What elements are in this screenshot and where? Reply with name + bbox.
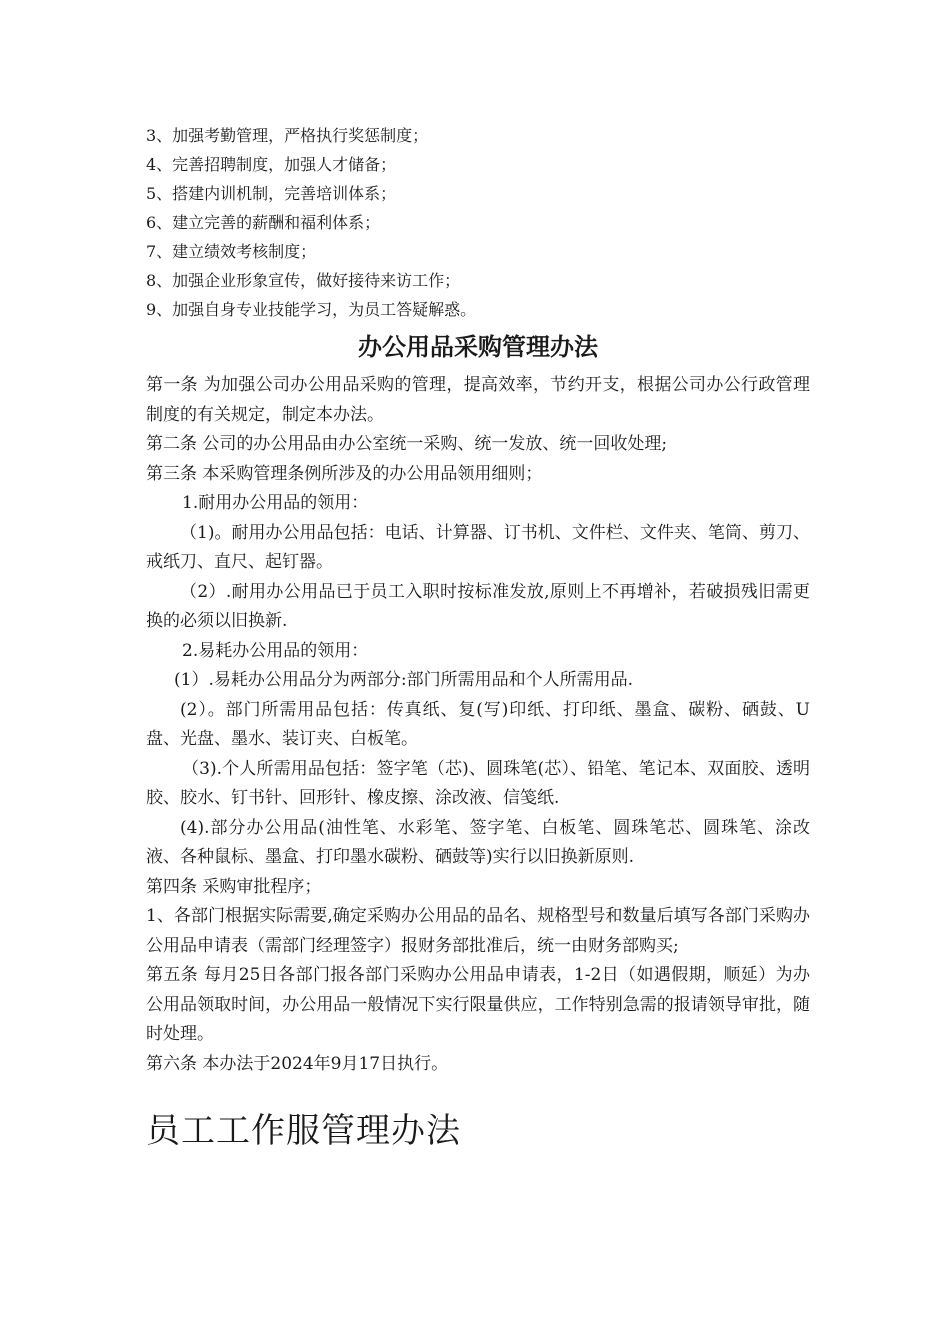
subheading-durable: 1.耐用办公用品的领用： bbox=[182, 493, 369, 513]
article-4: 第四条 采购审批程序； bbox=[146, 876, 322, 897]
list-item: 4、完善招聘制度，加强人才储备； bbox=[146, 155, 397, 174]
article-3: 第三条 本采购管理条例所涉及的办公用品领用细则； bbox=[146, 463, 543, 484]
document-page bbox=[146, 121, 810, 1153]
durable-item-2: （2）.耐用办公用品已于员工入职时按标准发放,原则上不再增补，若破损残旧需更换的必须以旧换新. bbox=[146, 581, 810, 631]
section-heading-uniform: 员工工作服管理办法 bbox=[146, 1111, 461, 1151]
goals-list bbox=[146, 121, 810, 324]
article-6: 第六条 本办法于2024年9月17日执行。 bbox=[146, 1053, 449, 1074]
article-1: 第一条 为加强公司办公用品采购的管理，提高效率，节约开支，根据公司办公行政管理制度的有关规定，制定本办法。 bbox=[146, 375, 810, 425]
article-4-item-1: 1、各部门根据实际需要,确定采购办公用品的品名、规格型号和数量后填写各部门采购办公用品申请表（需部门经理签字）报财务部批准后，统一由财务部购买; bbox=[146, 906, 810, 956]
durable-item-1: （1)。耐用办公用品包括：电话、计算器、订书机、文件栏、文件夹、笔筒、剪刀、戒纸刀、直尺、起钉器。 bbox=[146, 522, 810, 572]
article-5: 第五条 每月25日各部门报各部门采购办公用品申请表，1-2日（如遇假期，顺延）为办公用品领取时间，办公用品一般情况下实行限量供应，工作特别急需的报请领导审批，随时处理。 bbox=[146, 965, 810, 1044]
consumable-item-1: (1）.易耗办公用品分为两部分:部门所需用品和个人所需用品. bbox=[174, 670, 633, 690]
subheading-consumable: 2.易耗办公用品的领用： bbox=[182, 640, 369, 661]
list-item: 5、搭建内训机制，完善培训体系； bbox=[146, 184, 397, 203]
list-item: 6、建立完善的薪酬和福利体系； bbox=[146, 213, 381, 232]
article-2: 第二条 公司的办公用品由办公室统一采购、统一发放、统一回收处理; bbox=[146, 434, 668, 454]
consumable-item-4: (4).部分办公用品(油性笔、水彩笔、签字笔、白板笔、圆珠笔芯、圆珠笔、涂改液、各种鼠标、墨盒、打印墨水碳粉、硒鼓等)实行以旧换新原则. bbox=[146, 817, 810, 867]
section-title: 办公用品采购管理办法 bbox=[358, 332, 598, 361]
consumable-item-2: (2）。部门所需用品包括：传真纸、复(写)印纸、打印纸、墨盒、碳粉、硒鼓、U盘、光盘、墨水、装订夹、白板笔。 bbox=[146, 699, 810, 749]
consumable-item-3: （3).个人所需用品包括：签字笔（芯)、圆珠笔(芯）、铅笔、笔记本、双面胶、透明胶、胶水、钉书针、回形针、橡皮擦、涂改液、信笺纸. bbox=[146, 758, 810, 808]
list-item: 3、加强考勤管理，严格执行奖惩制度； bbox=[146, 126, 429, 145]
list-item: 7、建立绩效考核制度； bbox=[146, 242, 317, 261]
list-item: 8、加强企业形象宣传，做好接待来访工作； bbox=[146, 271, 461, 290]
list-item: 9、加强自身专业技能学习，为员工答疑解惑。 bbox=[146, 300, 477, 319]
